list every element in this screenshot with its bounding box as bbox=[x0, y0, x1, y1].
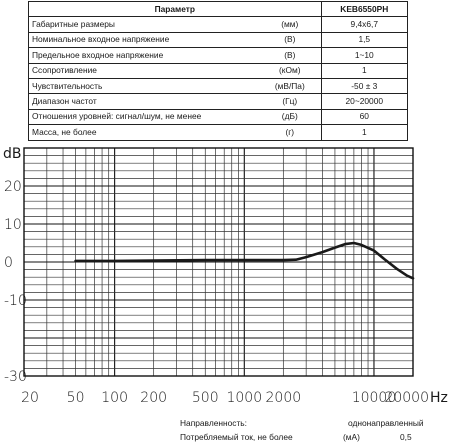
footer-value: 0,5 bbox=[400, 432, 412, 442]
param-name: Номинальное входное напряжение bbox=[29, 32, 260, 47]
table-row bbox=[29, 78, 408, 93]
param-value: 1~10 bbox=[321, 48, 407, 63]
y-tick-label: -10 bbox=[4, 293, 27, 309]
y-tick-label: 20 bbox=[4, 179, 22, 195]
param-name: Отношения уровней: сигнал/шум, не менее bbox=[29, 109, 260, 124]
x-tick-label: 1000 bbox=[226, 390, 263, 406]
header-model: KEB6550PH bbox=[321, 2, 407, 17]
param-name: Ссопротивление bbox=[29, 63, 260, 78]
param-value: 1 bbox=[321, 125, 407, 140]
param-value: 9,4x6,7 bbox=[321, 17, 407, 32]
param-name: Чувствительность bbox=[29, 78, 260, 93]
frequency-response-chart bbox=[0, 138, 453, 410]
param-unit: (мВ/Па) bbox=[259, 78, 321, 93]
spec-table bbox=[28, 1, 408, 141]
param-unit: (В) bbox=[259, 48, 321, 63]
x-tick-label: 20 bbox=[21, 390, 39, 406]
param-value: 60 bbox=[321, 109, 407, 124]
param-value: 1 bbox=[321, 63, 407, 78]
param-value: -50 ± 3 bbox=[321, 78, 407, 93]
param-name: Габаритные размеры bbox=[29, 17, 260, 32]
footer-label: Направленность: bbox=[180, 418, 247, 428]
x-tick-label: 100 bbox=[101, 390, 129, 406]
y-tick-label: -30 bbox=[4, 369, 27, 385]
footer-value: однонаправленный bbox=[348, 418, 424, 428]
footer-label: Потребляемый ток, не более bbox=[180, 432, 293, 442]
param-unit: (дБ) bbox=[259, 109, 321, 124]
y-tick-label: 10 bbox=[4, 217, 22, 233]
param-value: 20~20000 bbox=[321, 94, 407, 109]
param-unit: (кОм) bbox=[259, 63, 321, 78]
table-header-row bbox=[29, 2, 408, 17]
param-name: Диапазон частот bbox=[29, 94, 260, 109]
param-unit: (В) bbox=[259, 32, 321, 47]
y-tick-label: 0 bbox=[4, 255, 13, 271]
table-row bbox=[29, 32, 408, 47]
x-tick-label: 20000 bbox=[384, 390, 429, 406]
x-tick-label: 500 bbox=[191, 390, 219, 406]
table-row bbox=[29, 48, 408, 63]
x-unit-label: Hz bbox=[430, 390, 448, 406]
param-unit: (Гц) bbox=[259, 94, 321, 109]
param-unit: (мм) bbox=[259, 17, 321, 32]
x-tick-label: 50 bbox=[66, 390, 85, 406]
table-row bbox=[29, 17, 408, 32]
x-tick-label: 10000 bbox=[351, 390, 397, 406]
x-tick-label: 2000 bbox=[265, 390, 302, 406]
param-name: Масса, не более bbox=[29, 125, 260, 140]
param-value: 1,5 bbox=[321, 32, 407, 47]
param-unit: (г) bbox=[259, 125, 321, 140]
param-name: Предельное входное напряжение bbox=[29, 48, 260, 63]
header-param: Параметр bbox=[29, 2, 322, 17]
table-row bbox=[29, 109, 408, 124]
x-tick-label: 200 bbox=[140, 390, 168, 406]
y-unit-label: dB bbox=[3, 146, 22, 162]
footer-unit: (мА) bbox=[343, 432, 360, 442]
table-row bbox=[29, 63, 408, 78]
table-row bbox=[29, 94, 408, 109]
